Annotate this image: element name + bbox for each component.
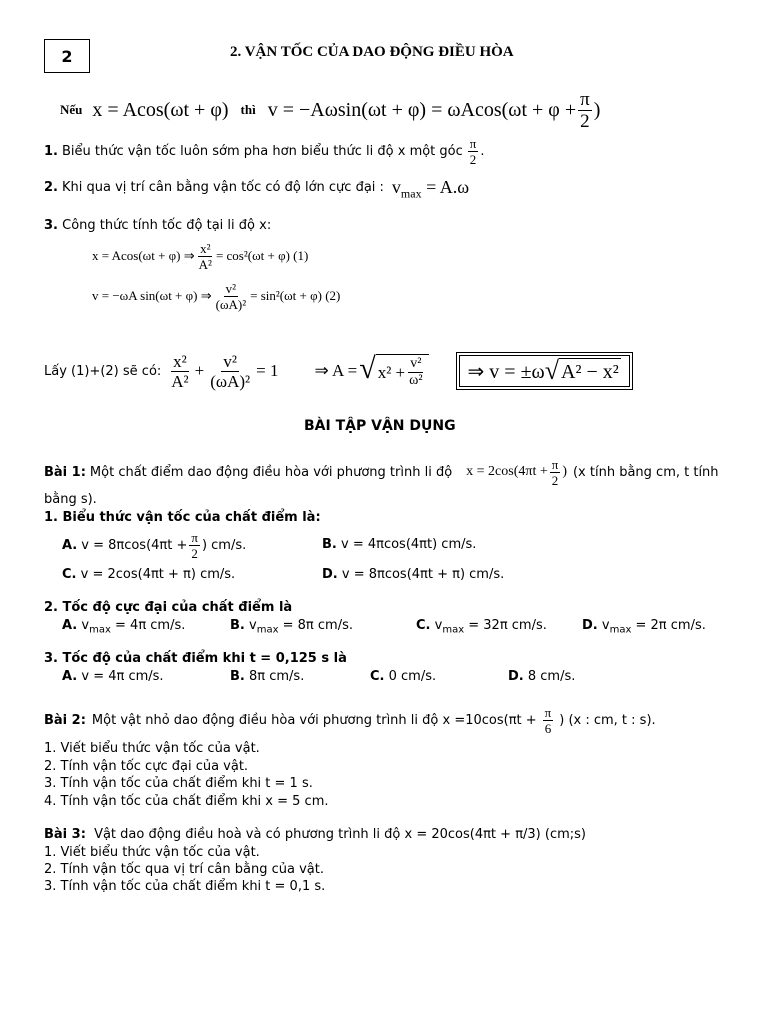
sum-plus: + — [194, 361, 205, 380]
option-b-label: B. — [322, 537, 337, 552]
option-d-sub: max — [609, 624, 632, 636]
option-b-label: B. — [230, 618, 245, 633]
line-2-rhs: = sin²(ωt + φ) (2) — [250, 288, 341, 303]
vmax-v: v — [391, 176, 401, 197]
point-1-end: . — [480, 143, 485, 159]
option-a-prefix: v = 8πcos(4πt + — [81, 537, 188, 553]
pi-over-2 — [578, 90, 592, 131]
list-item: 3. Tính vận tốc của chất điểm khi t = 0,1 s. — [44, 879, 326, 894]
bai-1-q2-option-c — [416, 618, 547, 636]
sum-line — [44, 342, 630, 400]
option-c-text: 0 cm/s. — [388, 669, 437, 684]
page-title: 2. VẬN TỐC CỦA DAO ĐỘNG ĐIỀU HÒA — [230, 44, 514, 60]
bai-1-q3-option-c — [370, 669, 436, 684]
option-c-label: C. — [370, 669, 385, 684]
velocity-result-box — [459, 355, 630, 387]
option-c-rhs: = 32π cm/s. — [464, 618, 547, 633]
bai-1-q1-option-c — [62, 567, 235, 582]
option-a-fraction — [189, 531, 200, 560]
bai-1-question-3: 3. Tốc độ của chất điểm khi t = 0,125 s là — [44, 651, 347, 666]
option-b-text: 8π cm/s. — [249, 669, 305, 684]
option-d-label: D. — [582, 618, 598, 633]
derivation-line-2 — [92, 276, 340, 316]
list-item: 3. Tính vận tốc của chất điểm khi t = 1 s. — [44, 776, 313, 791]
bai-3-label: Bài 3: — [44, 827, 86, 842]
point-3 — [44, 218, 271, 233]
list-item: 2. Tính vận tốc cực đại của vật. — [44, 758, 249, 774]
vmax-rhs: = A.ω — [421, 176, 470, 197]
bai-1-q3-option-d — [508, 669, 575, 684]
frac-den: 2 — [580, 110, 590, 132]
amplitude-sqrt — [359, 354, 428, 388]
option-a-label: A. — [62, 618, 78, 633]
number-box-label: 2 — [61, 46, 73, 66]
line-2-fraction — [214, 282, 249, 311]
bai-2-statement — [44, 702, 656, 738]
option-c-v: v — [434, 618, 443, 633]
bai-1-question-2: 2. Tốc độ cực đại của chất điểm là — [44, 600, 293, 615]
point-1 — [44, 134, 484, 168]
option-d-label: D. — [322, 567, 338, 582]
option-a-rhs: = 4π cm/s. — [110, 618, 186, 633]
point-3-text: Công thức tính tốc độ tại li độ x: — [62, 218, 272, 233]
frac-num: π — [469, 135, 477, 151]
v-equation: v = −Aωsin(ωt + φ) = ωAcos(ωt + φ + — [267, 98, 577, 121]
box-lhs: ⇒ v = ±ω — [467, 360, 545, 383]
bai-2-tail: ) (x : cm, t : s). — [559, 712, 656, 728]
option-c-label: C. — [416, 618, 431, 633]
option-d-label: D. — [508, 669, 524, 684]
bai-1-text: Một chất điểm dao động điều hòa với phương trình li độ — [89, 464, 453, 480]
bai-1-q2-option-b — [230, 618, 353, 636]
bai-3-statement — [44, 827, 586, 842]
derivation-line-1 — [92, 236, 308, 276]
line-1-fraction — [197, 242, 214, 271]
frac-num: π — [544, 704, 552, 720]
option-c-sub: max — [442, 624, 465, 636]
list-item: 1. Viết biểu thức vận tốc của vật. — [44, 845, 260, 860]
bai-3-text: Vật dao động điều hoà và có phương trình li độ x = 20cos(4πt + π/3) (cm;s) — [94, 827, 586, 842]
sqrt-sign: √ — [359, 352, 376, 385]
option-a-suffix: ) cm/s. — [201, 537, 247, 553]
if-label: Nếu — [60, 102, 83, 117]
bai-2-fraction — [543, 706, 554, 735]
option-b-sub: max — [256, 624, 279, 636]
bai-2-text: Một vật nhỏ dao động điều hòa với phương trình li độ x =10cos(πt + — [91, 712, 537, 728]
frac-num: v² — [410, 356, 422, 371]
point-2 — [44, 174, 469, 200]
bai-1-statement — [44, 454, 719, 490]
option-d-text: v = 8πcos(4πt + π) cm/s. — [341, 567, 505, 582]
intro-formula — [60, 88, 600, 132]
frac-num: v² — [225, 280, 237, 296]
sum-formula — [167, 353, 278, 390]
option-d-text: 8 cm/s. — [527, 669, 576, 684]
option-a-label: A. — [62, 537, 78, 553]
vmax-formula — [391, 176, 470, 201]
bai-1-equation — [466, 458, 567, 487]
option-a-text: v = 4π cm/s. — [81, 669, 164, 684]
list-item: 1. Viết biểu thức vận tốc của vật. — [44, 741, 260, 756]
box-sqrt — [545, 358, 621, 384]
sum-fraction-2 — [208, 353, 252, 390]
bai-1-line-2: bằng s). — [44, 492, 97, 507]
frac-den: ω² — [409, 373, 423, 388]
bai-1-q3-option-b — [230, 669, 304, 684]
bai-1-q1-option-d — [322, 567, 504, 582]
option-b-label: B. — [230, 669, 245, 684]
bai-1-q2-option-d — [582, 618, 706, 636]
amplitude-formula — [314, 354, 428, 388]
frac-num: v² — [223, 351, 237, 371]
frac-den: 6 — [544, 720, 552, 736]
point-1-number: 1. — [44, 143, 58, 159]
option-c-text: v = 2cos(4πt + π) cm/s. — [80, 567, 236, 582]
x-equation: x = Acos(ωt + φ) — [92, 98, 229, 121]
frac-den: A² — [171, 371, 189, 391]
option-b-rhs: = 8π cm/s. — [278, 618, 353, 633]
sqrt-fraction — [407, 357, 424, 388]
close-paren: ) — [593, 98, 601, 121]
frac-num: π — [551, 456, 559, 472]
line-1-rhs: = cos²(ωt + φ) (1) — [215, 248, 309, 263]
bai-1-tail: (x tính bằng cm, t tính — [572, 464, 719, 480]
point-3-number: 3. — [44, 218, 58, 233]
line-1-lhs: x = Acos(ωt + φ) ⇒ — [92, 248, 195, 263]
bai-1-q1-option-a — [62, 528, 246, 562]
frac-num: x² — [173, 351, 187, 371]
bai-3-item-list — [44, 844, 325, 895]
vmax-sub: max — [400, 186, 422, 201]
frac-den: (ωA)² — [215, 296, 247, 312]
sqrt-sign: √ — [544, 356, 560, 385]
frac-num: π — [191, 529, 198, 545]
point-2-number: 2. — [44, 179, 58, 195]
sum-label: Lấy (1)+(2) sẽ có: — [44, 363, 162, 379]
frac-den: 2 — [191, 545, 198, 561]
option-a-v: v — [81, 618, 90, 633]
bai-1-q2-option-a — [62, 618, 186, 636]
bai-1-question-1: 1. Biểu thức vận tốc của chất điểm là: — [44, 510, 321, 525]
amplitude-lhs: ⇒ A = — [314, 361, 358, 380]
option-b-v: v — [249, 618, 257, 633]
sum-equals-one: = 1 — [256, 361, 279, 380]
line-2-lhs: v = −ωA sin(ωt + φ) ⇒ — [92, 288, 212, 303]
frac-den: A² — [198, 256, 212, 272]
bai-1-q1-option-b — [322, 537, 476, 552]
bai-1-eq-close: ) — [562, 464, 567, 479]
bai-1-label: Bài 1: — [44, 464, 86, 480]
then-label: thì — [240, 102, 256, 117]
sqrt-content — [376, 354, 429, 388]
bai-2-item-list — [44, 740, 329, 810]
option-d-rhs: = 2π cm/s. — [631, 618, 706, 633]
option-c-label: C. — [62, 567, 77, 582]
sum-fraction-1 — [169, 353, 190, 390]
bai-2-label: Bài 2: — [44, 712, 86, 728]
option-a-label: A. — [62, 669, 78, 684]
frac-den: (ωA)² — [210, 371, 251, 391]
point-2-text: Khi qua vị trí cân bằng vận tốc có độ lớn cực đại : — [61, 179, 384, 195]
option-d-v: v — [601, 618, 610, 633]
sqrt-x-term: x² + — [377, 362, 406, 382]
frac-num: π — [580, 88, 590, 110]
list-item: 2. Tính vận tốc qua vị trí cân bằng của vật. — [44, 862, 324, 877]
option-b-text: v = 4πcos(4πt) cm/s. — [341, 537, 477, 552]
box-sqrt-content: A² − x² — [559, 358, 621, 384]
number-box — [44, 39, 90, 73]
list-item: 4. Tính vận tốc của chất điểm khi x = 5 cm. — [44, 793, 329, 809]
point-1-fraction — [468, 137, 479, 166]
option-a-sub: max — [89, 624, 111, 636]
bai-1-q3-option-a — [62, 669, 164, 684]
bai-1-eq-prefix: x = 2cos(4πt + — [466, 464, 548, 479]
point-1-text: Biểu thức vận tốc luôn sớm pha hơn biểu thức li độ x một góc — [61, 143, 463, 159]
bai-1-fraction — [550, 458, 561, 487]
frac-den: 2 — [469, 151, 477, 167]
frac-num: x² — [200, 240, 211, 256]
frac-den: 2 — [551, 472, 559, 488]
section-title: BÀI TẬP VẬN DỤNG — [304, 418, 456, 434]
